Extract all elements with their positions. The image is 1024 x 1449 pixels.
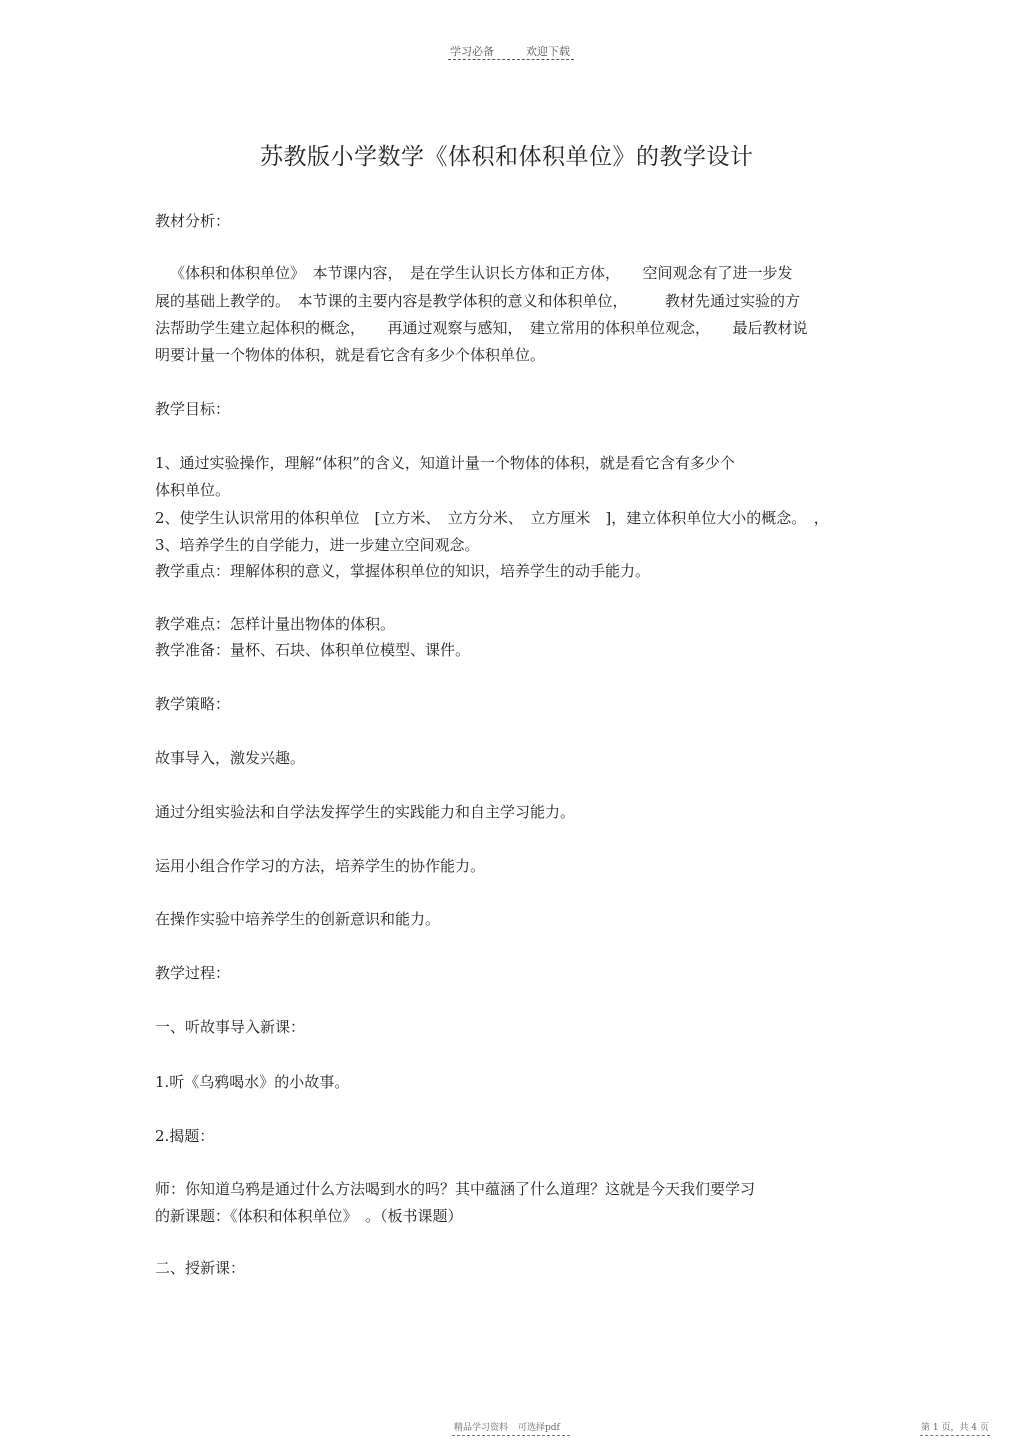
strategy-heading: 教学策略： [155,695,231,713]
header-right-text: 欢迎下载 [526,45,570,58]
process-step-1: 1.听《乌鸦喝水》的小故事。 [155,1073,350,1091]
analysis-paragraph-line: 展的基础上教学的。 本节课的主要内容是教学体积的意义和体积单位， 教材先通过实验的方 [155,292,801,310]
process-part-2: 二、授新课： [155,1259,246,1277]
process-part-1: 一、听故事导入新课： [155,1018,306,1036]
teacher-dialogue-line-2: 的新课题：《体积和体积单位》 。（板书课题） [155,1207,463,1225]
footer-page-number: 第 1 页，共 4 页 [921,1423,989,1433]
process-heading: 教学过程： [155,964,231,982]
footer-middle-text: 可选择pdf [518,1423,560,1433]
goal-item-3: 3、培养学生的自学能力，进一步建立空间观念。 [155,536,480,554]
document-title: 苏教版小学数学《体积和体积单位》的教学设计 [260,144,754,170]
analysis-paragraph-line: 法帮助学生建立起体积的概念， 再通过观察与感知， 建立常用的体积单位观念， 最后教材说 [155,319,808,337]
analysis-heading: 教材分析： [155,212,231,230]
strategy-item: 故事导入，激发兴趣。 [155,749,306,767]
header-divider [448,59,574,60]
process-step-2: 2.揭题： [155,1127,215,1145]
difficulty: 教学难点：怎样计量出物体的体积。 [155,615,396,633]
goal-item-1-line-2: 体积单位。 [155,481,231,499]
goal-item-2: 2、使学生认识常用的体积单位 [立方米、 立方分米、 立方厘米 ]，建立体积单位大小的概念。 ， [155,509,829,527]
footer-divider-right [920,1435,990,1436]
goals-heading: 教学目标： [155,400,231,418]
preparation: 教学准备：量杯、石块、体积单位模型、课件。 [155,641,471,659]
footer-left-text: 精品学习资料 [454,1423,509,1433]
key-point: 教学重点：理解体积的意义，掌握体积单位的知识，培养学生的动手能力。 [155,562,651,580]
strategy-item: 在操作实验中培养学生的创新意识和能力。 [155,910,441,928]
footer-divider [452,1435,570,1436]
header-left-text: 学习必备 [450,45,494,58]
strategy-item: 运用小组合作学习的方法，培养学生的协作能力。 [155,857,486,875]
analysis-paragraph-line: 明要计量一个物体的体积，就是看它含有多少个体积单位。 [155,346,546,364]
analysis-paragraph-line: 《体积和体积单位》 本节课内容， 是在学生认识长方体和正方体， 空间观念有了进一步发 [170,264,793,282]
goal-item-1-line-1: 1、通过实验操作，理解“体积”的含义，知道计量一个物体的体积，就是看它含有多少个 [155,454,735,472]
strategy-item: 通过分组实验法和自学法发挥学生的实践能力和自主学习能力。 [155,803,576,821]
teacher-dialogue-line-1: 师：你知道乌鸦是通过什么方法喝到水的吗？其中蕴涵了什么道理？这就是今天我们要学习 [155,1180,756,1198]
